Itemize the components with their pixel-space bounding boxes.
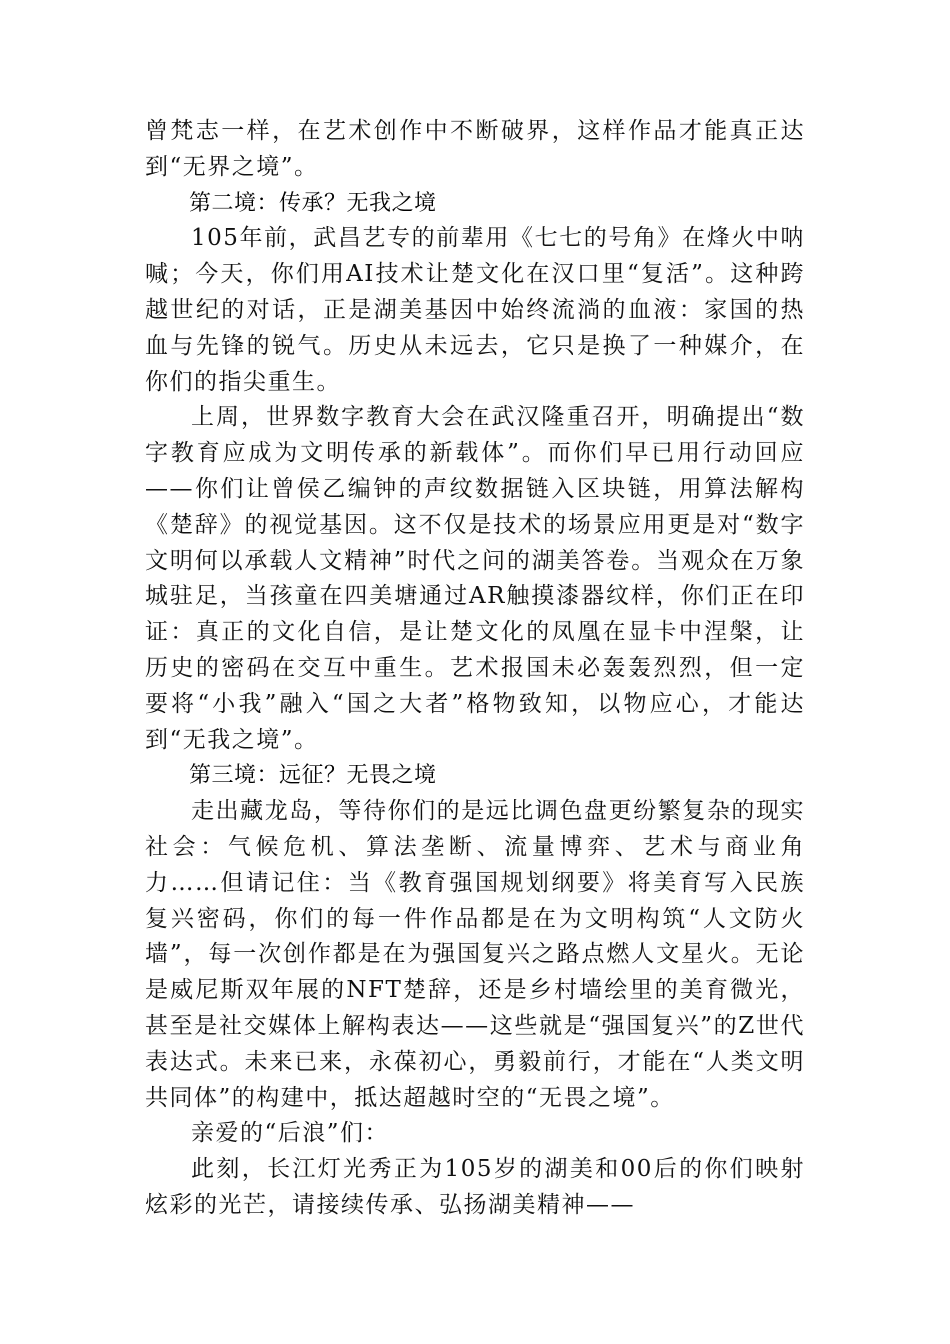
paragraph-closing: 此刻，长江灯光秀正为105岁的湖美和00后的你们映射炫彩的光芒，请接续传承、弘扬湖美精神——	[145, 1156, 805, 1218]
paragraph-digital-education: 上周，世界数字教育大会在武汉隆重召开，明确提出“数字教育应成为文明传承的新载体”。而你们早已用行动回应——你们让曾侯乙编钟的声纹数据链入区块链，用算法解构《楚辞》的视觉基因。这不仅是技术的场景应用更是对“数字文明何以承载人文精神”时代之问的湖美答卷。当观众在万象城驻足，当孩童在四美塘通过AR触摸漆器纹样，你们正在印证：真正的文化自信，是让楚文化的凤凰在显卡中涅槃，让历史的密码在交互中重生。艺术报国未必轰轰烈烈，但一定要将“小我”融入“国之大者”格物致知，以物应心，才能达到“无我之境”。	[145, 404, 805, 753]
section-heading-second-realm: 第二境：传承？无我之境	[189, 190, 437, 216]
paragraph-heritage: 105年前，武昌艺专的前辈用《七七的号角》在烽火中呐喊；今天，你们用AI技术让楚文化在汉口里“复活”。这种跨越世纪的对话，正是湖美基因中始终流淌的血液：家国的热血与先锋的锐气。历史从未远去，它只是换了一种媒介，在你们的指尖重生。	[145, 225, 805, 395]
document-body	[145, 114, 805, 1224]
paragraph-salutation: 亲爱的“后浪”们：	[191, 1120, 390, 1147]
paragraph-expedition: 走出藏龙岛，等待你们的是远比调色盘更纷繁复杂的现实社会：气候危机、算法垄断、流量博弈、艺术与商业角力……但请记住：当《教育强国规划纲要》将美育写入民族复兴密码，你们的每一件作品都是在为文明构筑“人文防火墙”，每一次创作都是在为强国复兴之路点燃人文星火。无论是威尼斯双年展的NFT楚辞，还是乡村墙绘里的美育微光，甚至是社交媒体上解构表达——这些就是“强国复兴”的Z世代表达式。未来已来，永葆初心，勇毅前行，才能在“人类文明共同体”的构建中，抵达超越时空的“无畏之境”。	[145, 798, 805, 1111]
paragraph-continuation: 曾梵志一样，在艺术创作中不断破界，这样作品才能真正达到“无界之境”。	[145, 118, 805, 180]
section-heading-third-realm: 第三境：远征？无畏之境	[189, 763, 437, 789]
